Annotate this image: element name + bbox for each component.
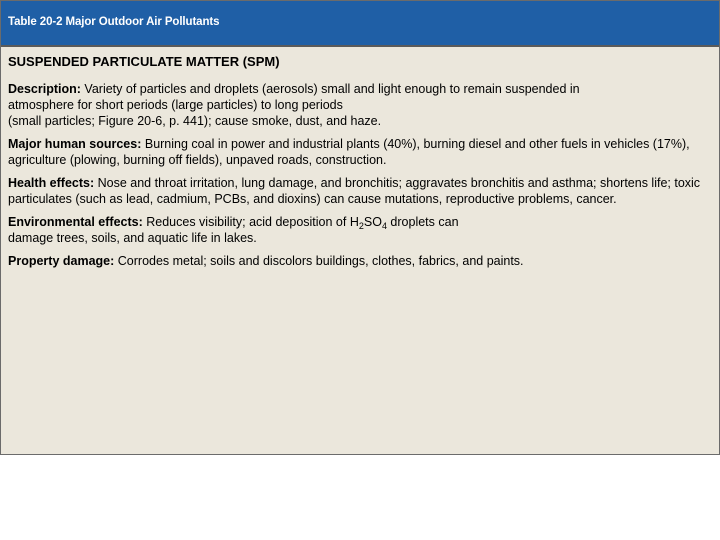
section-heading: SUSPENDED PARTICULATE MATTER (SPM): [8, 54, 280, 69]
content-area: [8, 54, 708, 276]
sources-paragraph: [8, 136, 708, 168]
property-paragraph: [8, 253, 708, 269]
subscript-2: 2: [358, 221, 364, 231]
health-label: Health effects:: [8, 176, 95, 190]
subscript-4: 4: [381, 221, 387, 231]
description-paragraph: [8, 81, 708, 129]
health-paragraph: [8, 175, 708, 207]
sources-text: Burning coal in power and industrial plants (40%), burning diesel and other fuels in vehicles (17%), agriculture (plowing, burning off fields), unpaved roads, construction.: [8, 137, 690, 167]
property-text: Corrodes metal; soils and discolors buildings, clothes, fabrics, and paints.: [117, 254, 524, 268]
table-title: Table 20-2 Major Outdoor Air Pollutants: [8, 16, 220, 28]
environmental-text-so: SO: [363, 215, 382, 229]
environmental-text-after: droplets can: [386, 215, 459, 229]
environmental-text-before: Reduces visibility; acid deposition of H: [146, 215, 359, 229]
description-text-line3: (small particles; Figure 20-6, p. 441); cause smoke, dust, and haze.: [8, 114, 382, 128]
sources-label: Major human sources:: [8, 137, 142, 151]
description-label: Description:: [8, 82, 81, 96]
title-bar: [1, 1, 719, 47]
environmental-paragraph: [8, 214, 708, 246]
environmental-label: Environmental effects:: [8, 215, 143, 229]
health-text: Nose and throat irritation, lung damage, and bronchitis; aggravates bronchitis and asthma; shortens life; toxic particulates (such as lead, cadmium, PCBs, and dioxins) can cause mutations, reproductive problems, cancer.: [8, 176, 701, 206]
environmental-text-line2: damage trees, soils, and aquatic life in lakes.: [8, 231, 257, 245]
property-label: Property damage:: [8, 254, 115, 268]
description-text-line1: Variety of particles and droplets (aerosols) small and light enough to remain suspended in: [84, 82, 580, 96]
description-text-line2: atmosphere for short periods (large particles) to long periods: [8, 98, 343, 112]
